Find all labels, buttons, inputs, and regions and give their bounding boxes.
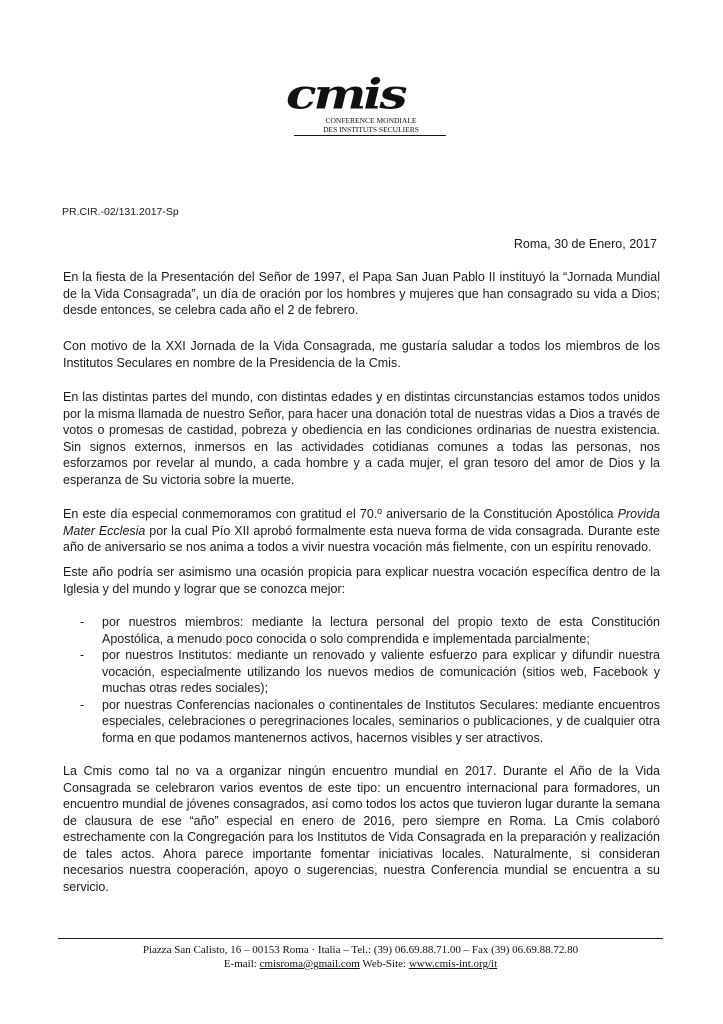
paragraph-6-text: La Cmis como tal no va a organizar ningún encuentro mundial en 2017. Durante el Año de la Vida Consagrada se celebraron varios eventos de este tipo: un encuentro internacional para formadores, un encuentro mundial de jóvenes consagrados, así como todos los actos que tuvieron lugar durante la semana de clausura de ese “año” especial en enero de 2016, pero siempre en Roma. La Cmis colaboró estrechamente con la Congregación para los Institutos de Vida Consagrada en la preparación y realización de tales actos. Ahora parece importante fomentar iniciativas locales. Naturalmente, si consideran necesarios nuestra cooperación, apoyo o sugerencias, nuestra Conferencia mundial se encuentra a su servicio. xyxy=(63,764,660,894)
document-title-italic: Provida Mater Ecclesia xyxy=(63,507,660,538)
list-item-text: por nuestras Conferencias nacionales o continentales de Institutos Seculares: mediante encuentros especiales, celebraciones o peregrinaciones locales, seminarios o publicaciones, y de cualquier otra forma en que podamos mantenernos activos, hacernos visibles y ser atractivos. xyxy=(102,697,660,745)
paragraph-5-text: Este año podría ser asimismo una ocasión propicia para explicar nuestra vocación específica dentro de la Iglesia y del mundo y lograr que se conozca mejor: xyxy=(63,565,660,596)
paragraph-2 xyxy=(63,338,660,371)
paragraph-2-text: Con motivo de la XXI Jornada de la Vida Consagrada, me gustaría saludar a todos los miembros de los Institutos Seculares en nombre de la Presidencia de la Cmis. xyxy=(63,339,660,370)
email-label: E-mail: xyxy=(223,958,260,970)
paragraph-4-text xyxy=(63,506,660,556)
paragraph-3 xyxy=(63,389,660,488)
list-bullet: - xyxy=(80,648,85,662)
logo-underline xyxy=(294,135,446,136)
letter-date: Roma, 30 de Enero, 2017 xyxy=(513,237,657,251)
paragraph-5 xyxy=(63,564,660,597)
email-link[interactable]: cmisroma@gmail.com xyxy=(259,958,360,970)
paragraph-4-part-b: por la cual Pío XII aprobó formalmente esta nueva forma de vida consagrada. Durante este año de aniversario se nos anima a todos a vivir nuestra vocación más fielmente, con un espíritu renovado. xyxy=(63,523,660,554)
list-bullet: - xyxy=(80,615,85,629)
list-bullet: - xyxy=(80,697,85,712)
logo-mark: cmis xyxy=(286,69,405,119)
list-item-text: por nuestros Institutos: mediante un renovado y valiente esfuerzo para explicar y difundir nuestra vocación, especialmente utilizando los nuevos medios de comunicación (sitios web, Facebook y muchas otras redes sociales); xyxy=(102,648,660,695)
footer-address: Piazza San Calisto, 16 – 00153 Roma · Italia – Tel.: (39) 06.69.88.71.00 – Fax (39) 06.69.88.72.80 xyxy=(142,944,579,956)
cmis-logo xyxy=(286,69,446,140)
bullet-list xyxy=(80,614,660,746)
paragraph-1 xyxy=(63,269,660,319)
paragraph-1-text: En la fiesta de la Presentación del Señor de 1997, el Papa San Juan Pablo II instituyó la “Jornada Mundial de la Vida Consagrada”, un día de oración por los hombres y mujeres que han consagrado su vida a Dios; desde entonces, se celebra cada año el 2 de febrero. xyxy=(63,270,660,317)
logo-line-1: CONFERENCE MONDIALE xyxy=(325,116,417,125)
footer-divider xyxy=(58,938,663,939)
paragraph-4 xyxy=(63,506,660,556)
logo-line-2: DES INSTITUTS SECULIERS xyxy=(323,125,419,134)
list-item xyxy=(80,647,660,697)
paragraph-4-part-a: En este día especial conmemoramos con gratitud el 70.º aniversario de la Constitución Apostólica xyxy=(63,507,618,521)
reference-number: PR.CIR.-02/131.2017-Sp xyxy=(62,206,179,218)
paragraph-3-text: En las distintas partes del mundo, con distintas edades y en distintas circunstancias estamos todos unidos por la misma llamada de nuestro Señor, para hacer una donación total de nuestras vidas a Dios a través de votos o promesas de castidad, pobreza y obediencia en las condiciones ordinarias de nuestra existencia. Sin signos externos, inmersos en las actividades cotidianas comunes a todas las personas, nos esforzamos por revelar al mundo, a cada hombre y a cada mujer, el gran tesoro del amor de Dios y la esperanza de Su victoria sobre la muerte. xyxy=(63,390,660,487)
paragraph-6 xyxy=(63,763,660,895)
list-item-text: por nuestros miembros: mediante la lectura personal del propio texto de esta Constitución Apostólica, a menudo poco conocida o solo comprendida e implementada parcialmente; xyxy=(102,615,660,646)
website-label: Web-Site: xyxy=(359,958,409,970)
list-item xyxy=(80,614,660,647)
website-link[interactable]: www.cmis-int.org/it xyxy=(408,958,498,970)
footer-contact xyxy=(58,958,663,971)
list-item xyxy=(80,697,660,747)
